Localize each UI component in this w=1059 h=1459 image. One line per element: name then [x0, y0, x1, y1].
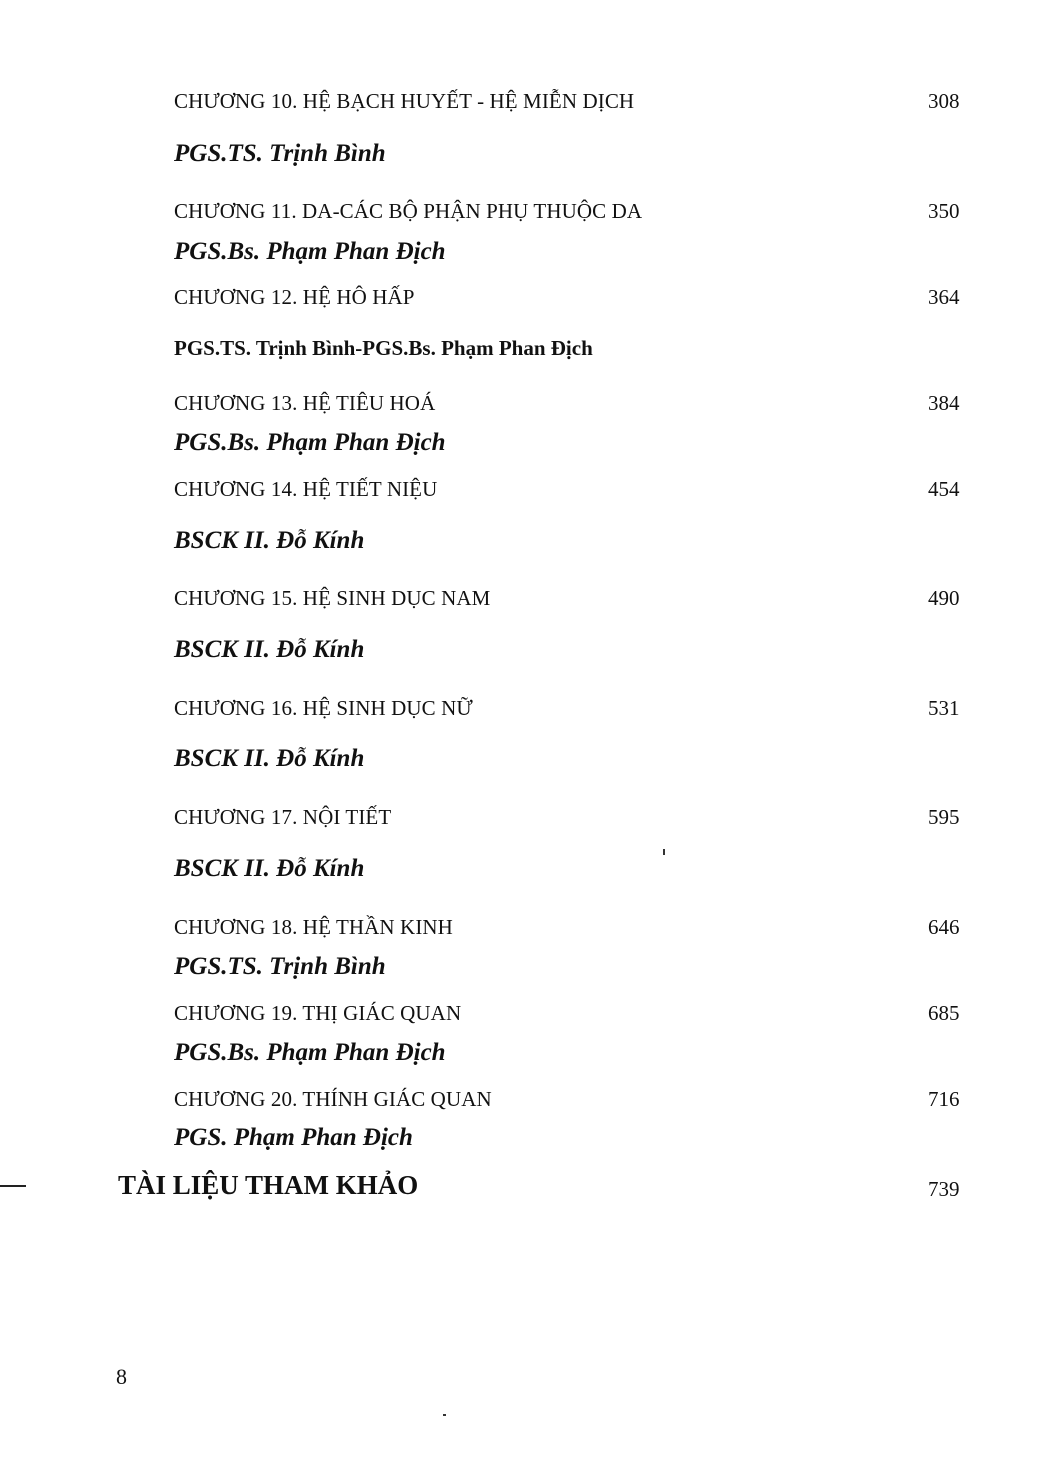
footer-page-number: 8 [116, 1364, 127, 1389]
margin-dash [0, 1185, 26, 1187]
chapter-page-number: 384 [928, 391, 960, 415]
chapter-page-number: 308 [928, 89, 960, 113]
chapter-title: CHƯƠNG 13. HỆ TIÊU HOÁ [174, 391, 436, 415]
chapter-author: PGS.TS. Trịnh Bình [174, 140, 386, 167]
chapter-title: CHƯƠNG 11. DA-CÁC BỘ PHẬN PHỤ THUỘC DA [174, 199, 643, 223]
toc-entry-chapter-14 [0, 477, 1059, 507]
toc-entry-chapter-17 [0, 805, 1059, 835]
chapter-page-number: 454 [928, 477, 960, 501]
toc-entry-chapter-12 [0, 285, 1059, 315]
chapter-title: CHƯƠNG 19. THỊ GIÁC QUAN [174, 1001, 462, 1025]
toc-entry-chapter-10 [0, 89, 1059, 119]
chapter-author: PGS.TS. Trịnh Bình [174, 953, 386, 980]
chapter-author: BSCK II. Đỗ Kính [174, 745, 365, 772]
chapter-page-number: 490 [928, 586, 960, 610]
chapter-title: CHƯƠNG 10. HỆ BẠCH HUYẾT - HỆ MIỄN DỊCH [174, 89, 635, 113]
scan-speck [443, 1414, 446, 1416]
chapter-title: CHƯƠNG 14. HỆ TIẾT NIỆU [174, 477, 438, 501]
chapter-title: CHƯƠNG 18. HỆ THẦN KINH [174, 915, 453, 939]
toc-entry-chapter-20 [0, 1087, 1059, 1117]
chapter-page-number: 531 [928, 696, 960, 720]
references-page-number: 739 [928, 1177, 960, 1201]
chapter-author: PGS.TS. Trịnh Bình-PGS.Bs. Phạm Phan Địch [174, 336, 593, 360]
scan-speck [663, 849, 665, 855]
toc-entry-chapter-18 [0, 915, 1059, 945]
chapter-page-number: 685 [928, 1001, 960, 1025]
toc-entry-chapter-11 [0, 199, 1059, 229]
toc-entry-chapter-15 [0, 586, 1059, 616]
chapter-author: PGS. Phạm Phan Địch [174, 1124, 413, 1151]
chapter-title: CHƯƠNG 16. HỆ SINH DỤC NỮ [174, 696, 473, 720]
chapter-page-number: 646 [928, 915, 960, 939]
chapter-author: PGS.Bs. Phạm Phan Địch [174, 238, 446, 265]
references-title: TÀI LIỆU THAM KHẢO [118, 1170, 419, 1200]
chapter-author: PGS.Bs. Phạm Phan Địch [174, 429, 446, 456]
chapter-title: CHƯƠNG 20. THÍNH GIÁC QUAN [174, 1087, 492, 1111]
chapter-page-number: 595 [928, 805, 960, 829]
toc-entry-chapter-19 [0, 1001, 1059, 1031]
chapter-page-number: 350 [928, 199, 960, 223]
chapter-page-number: 716 [928, 1087, 960, 1111]
chapter-author: BSCK II. Đỗ Kính [174, 636, 365, 663]
chapter-title: CHƯƠNG 12. HỆ HÔ HẤP [174, 285, 415, 309]
chapter-author: BSCK II. Đỗ Kính [174, 855, 365, 882]
chapter-author: PGS.Bs. Phạm Phan Địch [174, 1039, 446, 1066]
chapter-title: CHƯƠNG 15. HỆ SINH DỤC NAM [174, 586, 491, 610]
chapter-title: CHƯƠNG 17. NỘI TIẾT [174, 805, 392, 829]
chapter-page-number: 364 [928, 285, 960, 309]
toc-entry-chapter-16 [0, 696, 1059, 726]
chapter-author: BSCK II. Đỗ Kính [174, 527, 365, 554]
toc-entry-chapter-13 [0, 391, 1059, 421]
